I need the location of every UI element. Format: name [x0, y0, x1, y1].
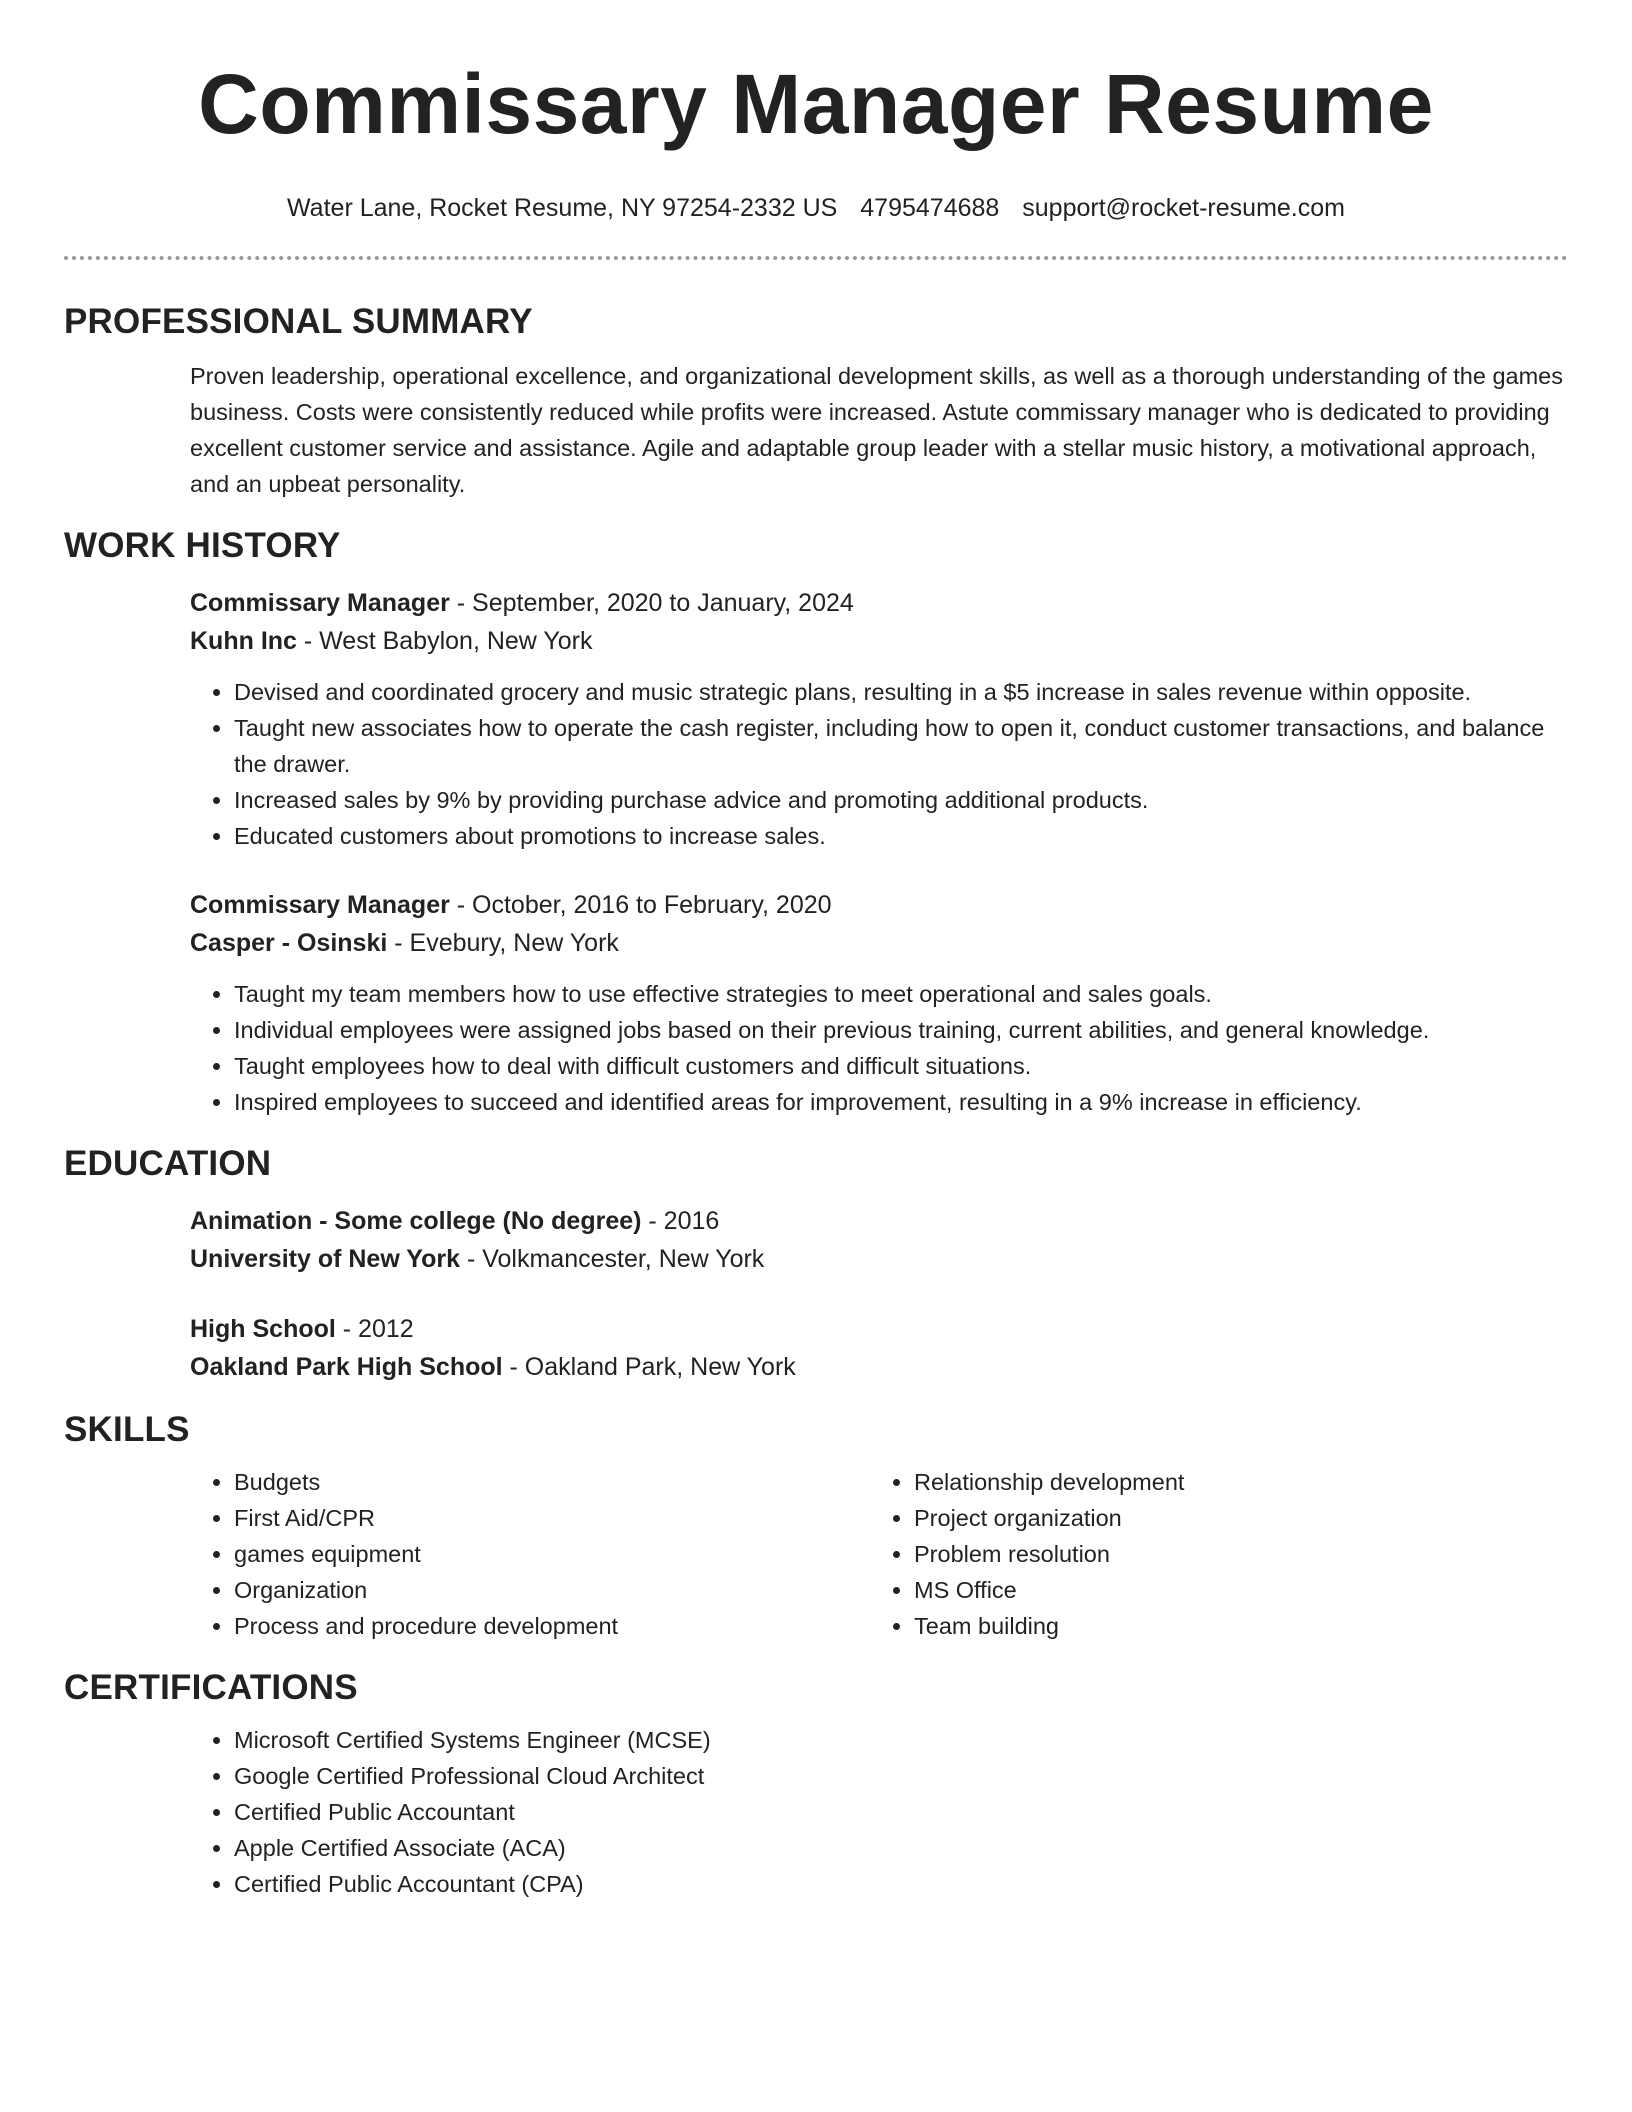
- job-location: - West Babylon, New York: [296, 627, 593, 655]
- education-degree-line: [190, 1202, 1568, 1240]
- job-title: Commissary Manager: [190, 891, 450, 919]
- skills-list: [190, 1464, 870, 1644]
- skills-section: [64, 1408, 1568, 1644]
- work-history-heading: WORK HISTORY: [64, 526, 341, 565]
- skill-item: • Organization: [234, 1572, 870, 1608]
- job-bullet: • Inspired employees to succeed and identified areas for improvement, resulting in a 9% increase in efficiency.: [234, 1084, 1568, 1120]
- certification-item: • Apple Certified Associate (ACA): [234, 1830, 1568, 1866]
- job-entry: [190, 886, 1568, 1120]
- job-bullet: • Individual employees were assigned jobs based on their previous training, current abilities, and general knowledge.: [234, 1012, 1568, 1048]
- education-location: - Volkmancester, New York: [460, 1245, 765, 1273]
- education-school-line: [190, 1348, 1568, 1386]
- header-divider: [64, 256, 1568, 260]
- job-company-line: [190, 924, 1568, 962]
- education-entry: [190, 1310, 1568, 1386]
- certification-item: • Microsoft Certified Systems Engineer (MCSE): [234, 1722, 1568, 1758]
- certification-item: • Certified Public Accountant (CPA): [234, 1866, 1568, 1902]
- summary-body: [190, 358, 1568, 502]
- skill-item: • First Aid/CPR: [234, 1500, 870, 1536]
- contact-address: Water Lane, Rocket Resume, NY 97254-2332 US: [287, 194, 838, 222]
- certifications-body: [190, 1722, 1568, 1902]
- education-section: [64, 1142, 1568, 1386]
- resume-title: Commissary Manager Resume: [198, 57, 1434, 151]
- skills-grid: [190, 1464, 1568, 1644]
- certification-item: • Certified Public Accountant: [234, 1794, 1568, 1830]
- skill-item: • Process and procedure development: [234, 1608, 870, 1644]
- contact-phone[interactable]: 4795474688: [860, 194, 1000, 222]
- skills-heading: SKILLS: [64, 1410, 190, 1449]
- summary-text: Proven leadership, operational excellence, and organizational development skills, as well as a thorough understanding of the games business. Costs were consistently reduced while profits were increased. Astute commissary manager who is dedicated to providing excellent customer service and assistance. Agile and adaptable group leader with a stellar music history, a motivational approach, and an upbeat personality.: [190, 363, 1563, 497]
- skill-item: • Relationship development: [914, 1464, 1550, 1500]
- education-year: - 2016: [641, 1207, 720, 1235]
- job-company: Casper - Osinski: [190, 929, 388, 957]
- skill-item: • Budgets: [234, 1464, 870, 1500]
- skills-list: [870, 1464, 1550, 1644]
- job-title-line: [190, 584, 1568, 622]
- skill-item: • Project organization: [914, 1500, 1550, 1536]
- job-dates: - October, 2016 to February, 2020: [449, 891, 832, 919]
- certification-item: • Google Certified Professional Cloud Architect: [234, 1758, 1568, 1794]
- job-company-line: [190, 622, 1568, 660]
- education-school: University of New York: [190, 1245, 460, 1273]
- job-bullet: • Increased sales by 9% by providing purchase advice and promoting additional products.: [234, 782, 1568, 818]
- certifications-section: [64, 1666, 1568, 1902]
- education-degree-line: [190, 1310, 1568, 1348]
- job-dates: - September, 2020 to January, 2024: [449, 589, 854, 617]
- skill-item: • MS Office: [914, 1572, 1550, 1608]
- certifications-heading: CERTIFICATIONS: [64, 1668, 358, 1707]
- education-school: Oakland Park High School: [190, 1353, 503, 1381]
- education-entry: [190, 1202, 1568, 1278]
- work-history-section: [64, 524, 1568, 1120]
- education-heading: EDUCATION: [64, 1144, 272, 1183]
- job-bullet: • Educated customers about promotions to increase sales.: [234, 818, 1568, 854]
- skills-column-right: [870, 1464, 1550, 1644]
- education-degree: High School: [190, 1315, 336, 1343]
- skill-item: • Problem resolution: [914, 1536, 1550, 1572]
- job-bullets: [190, 674, 1568, 854]
- job-location: - Evebury, New York: [387, 929, 619, 957]
- job-title: Commissary Manager: [190, 589, 450, 617]
- job-bullet: • Devised and coordinated grocery and music strategic plans, resulting in a $5 increase in sales revenue within opposite.: [234, 674, 1568, 710]
- job-bullet: • Taught my team members how to use effective strategies to meet operational and sales goals.: [234, 976, 1568, 1012]
- job-entry: [190, 584, 1568, 854]
- summary-heading: PROFESSIONAL SUMMARY: [64, 302, 533, 341]
- job-bullet: • Taught employees how to deal with difficult customers and difficult situations.: [234, 1048, 1568, 1084]
- education-school-line: [190, 1240, 1568, 1278]
- skills-column-left: [190, 1464, 870, 1644]
- certifications-list: [190, 1722, 1568, 1902]
- education-location: - Oakland Park, New York: [502, 1353, 796, 1381]
- skill-item: • games equipment: [234, 1536, 870, 1572]
- job-title-line: [190, 886, 1568, 924]
- summary-section: [64, 300, 1568, 502]
- job-bullet: • Taught new associates how to operate the cash register, including how to open it, conduct customer transactions, and balance the drawer.: [234, 710, 1568, 782]
- education-degree: Animation - Some college (No degree): [190, 1207, 642, 1235]
- contact-info: [64, 192, 1568, 224]
- job-company: Kuhn Inc: [190, 627, 297, 655]
- skill-item: • Team building: [914, 1608, 1550, 1644]
- education-year: - 2012: [335, 1315, 414, 1343]
- job-bullets: [190, 976, 1568, 1120]
- contact-email[interactable]: support@rocket-resume.com: [1022, 194, 1345, 222]
